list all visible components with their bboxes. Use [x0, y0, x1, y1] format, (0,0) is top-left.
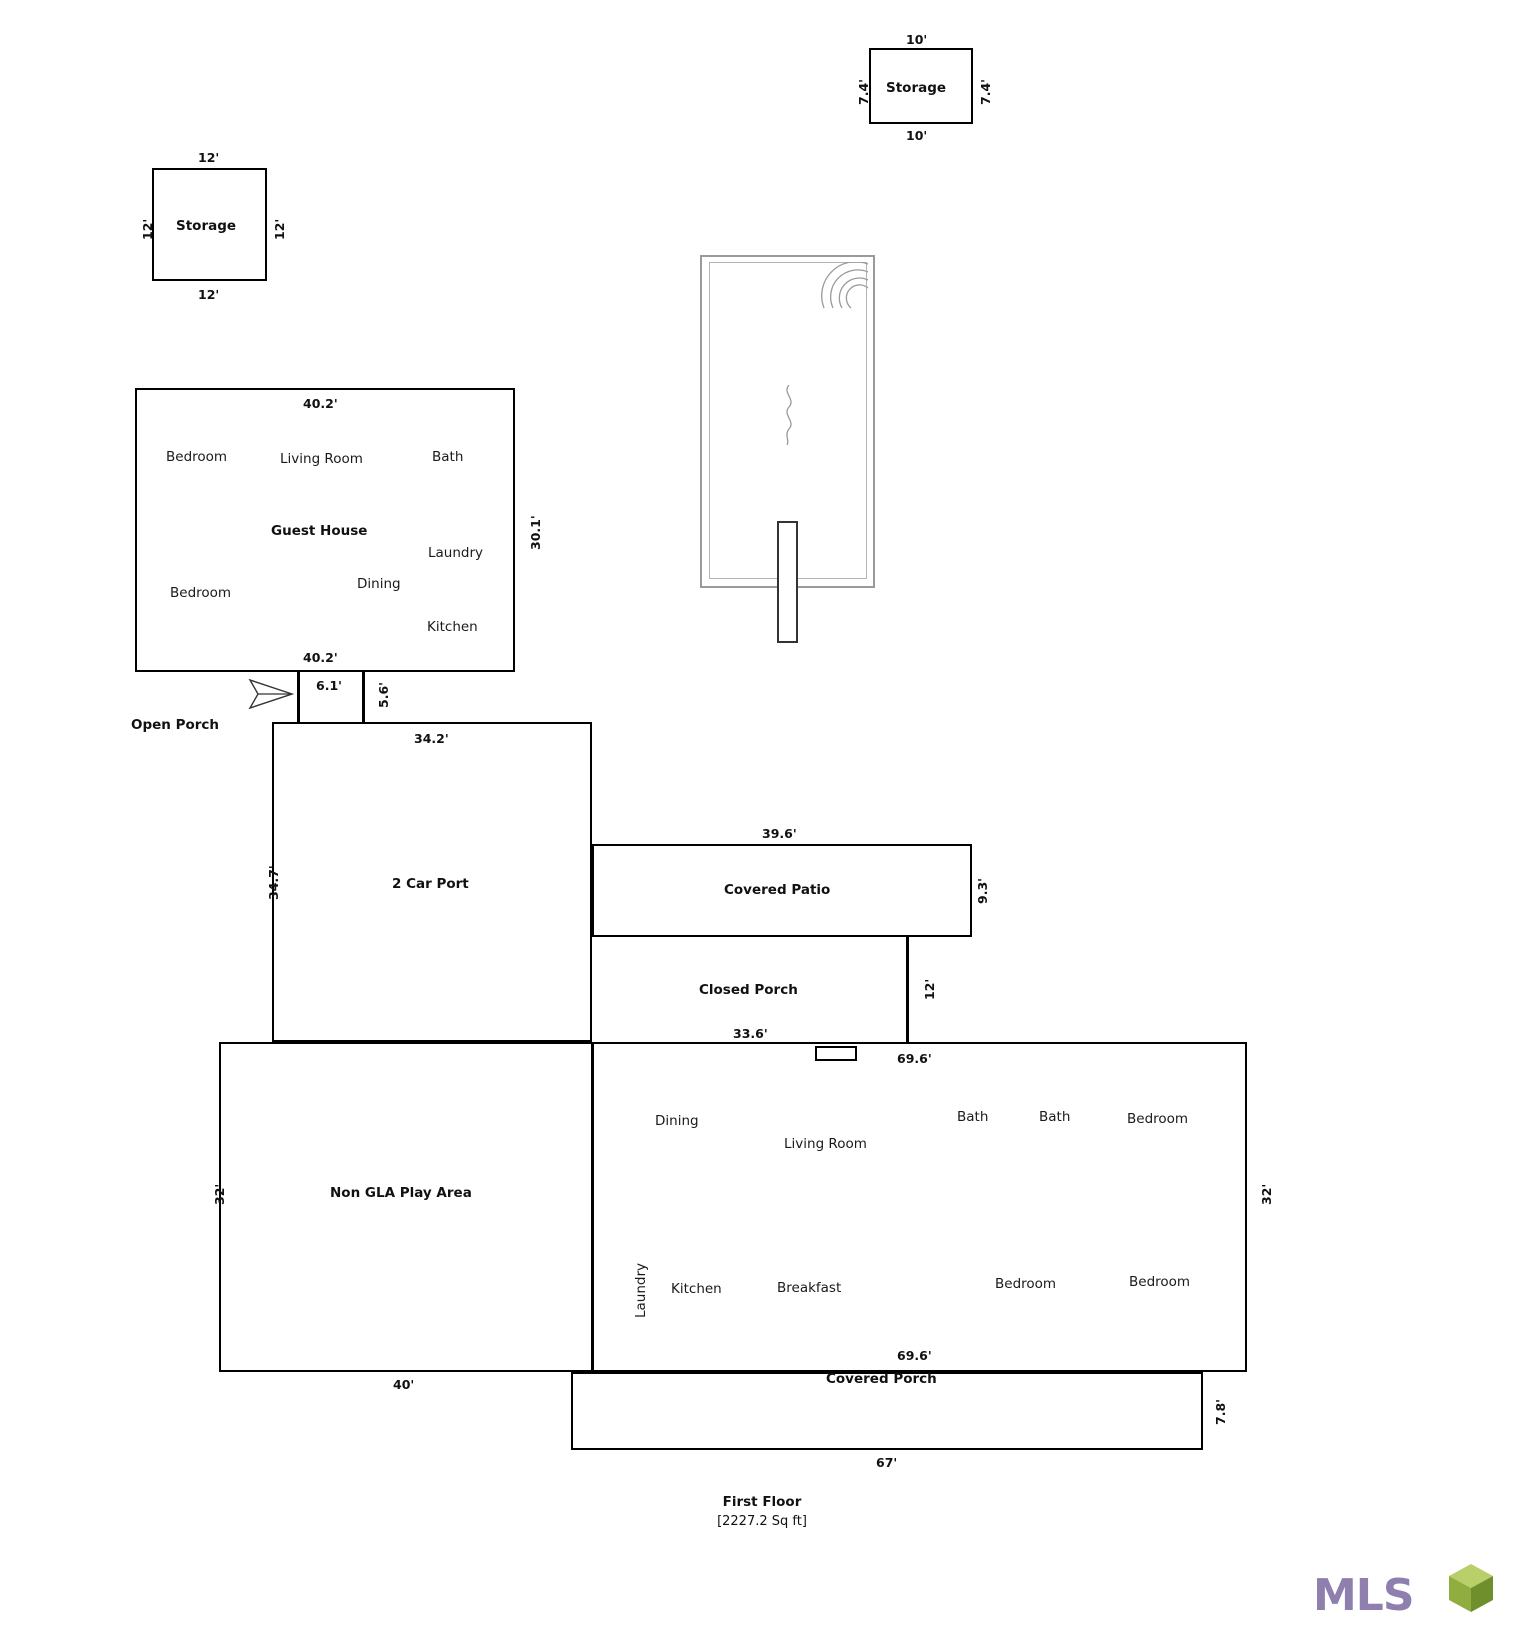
room-main-laundry: Laundry	[633, 1262, 649, 1318]
room-main-bedroom-1: Bedroom	[1127, 1111, 1189, 1127]
room-main-bath-1: Bath	[957, 1109, 989, 1125]
play-area-dim-bottom: 40'	[393, 1377, 415, 1392]
main-house-dim-bottom: 69.6'	[897, 1348, 932, 1363]
play-area-outline	[219, 1042, 593, 1372]
room-guest-bedroom-2: Bedroom	[170, 585, 232, 601]
guest-house-dim-top: 40.2'	[303, 396, 338, 411]
storage-left-dim-left: 12'	[140, 218, 155, 240]
closed-porch-wall-right	[906, 937, 909, 1045]
car-port-dim-top: 34.2'	[414, 731, 449, 746]
pool-steps-icon	[806, 262, 876, 320]
room-guest-bedroom-1: Bedroom	[166, 449, 228, 465]
footer-block	[717, 1494, 807, 1529]
covered-porch-label: Covered Porch	[826, 1371, 937, 1387]
storage-left-dim-bottom: 12'	[198, 287, 220, 302]
open-porch-dim-width: 6.1'	[316, 678, 342, 693]
room-guest-laundry: Laundry	[428, 545, 484, 561]
room-main-living-room: Living Room	[784, 1136, 867, 1152]
storage-top-dim-left: 7.4'	[856, 79, 871, 105]
room-guest-bath: Bath	[432, 449, 464, 465]
mls-logo-text: MLS	[1313, 1570, 1414, 1621]
mls-cube-icon	[1445, 1562, 1497, 1614]
storage-left-label: Storage	[176, 218, 237, 234]
room-guest-living-room: Living Room	[280, 451, 363, 467]
room-main-bath-2: Bath	[1039, 1109, 1071, 1125]
room-guest-dining: Dining	[357, 576, 401, 592]
closed-porch-dim-bottom: 33.6'	[733, 1026, 768, 1041]
main-house-outline	[592, 1042, 1247, 1372]
storage-top-label: Storage	[886, 80, 947, 96]
car-port-dim-left: 34.7'	[266, 865, 281, 900]
mls-logo	[1313, 1556, 1503, 1620]
main-house-dim-right: 32'	[1259, 1183, 1274, 1205]
room-main-bedroom-3: Bedroom	[1129, 1274, 1191, 1290]
room-main-dining: Dining	[655, 1113, 699, 1129]
storage-top-dim-bottom: 10'	[906, 128, 928, 143]
storage-left-dim-right: 12'	[272, 218, 287, 240]
pool-ladder-icon	[777, 521, 798, 643]
covered-patio-dim-right: 9.3'	[975, 878, 990, 904]
main-house-dim-top: 69.6'	[897, 1051, 932, 1066]
north-arrow-icon	[240, 676, 294, 712]
room-main-breakfast: Breakfast	[777, 1280, 842, 1296]
storage-top-dim-right: 7.4'	[978, 79, 993, 105]
storage-top-dim-top: 10'	[906, 32, 928, 47]
closed-porch-label: Closed Porch	[699, 982, 798, 998]
room-main-bedroom-2: Bedroom	[995, 1276, 1057, 1292]
open-porch-dim-height: 5.6'	[376, 682, 391, 708]
room-guest-kitchen: Kitchen	[427, 619, 478, 635]
open-porch-wall-right	[362, 672, 365, 724]
play-area-label: Non GLA Play Area	[330, 1185, 472, 1201]
covered-patio-dim-top: 39.6'	[762, 826, 797, 841]
footer-title: First Floor	[722, 1494, 802, 1510]
pool-squiggle-icon	[778, 385, 800, 445]
main-house-entry-door	[815, 1046, 857, 1061]
open-porch-wall-left	[297, 672, 300, 724]
footer-area: [2227.2 Sq ft]	[717, 1514, 807, 1529]
closed-porch-dim-right: 12'	[922, 978, 937, 1000]
car-port-label: 2 Car Port	[392, 876, 469, 892]
guest-house-label: Guest House	[271, 523, 368, 539]
guest-house-dim-right: 30.1'	[528, 515, 543, 550]
guest-house-dim-bottom: 40.2'	[303, 650, 338, 665]
open-porch-label: Open Porch	[131, 717, 220, 733]
room-main-kitchen: Kitchen	[671, 1281, 722, 1297]
covered-patio-label: Covered Patio	[724, 882, 831, 898]
covered-porch-dim-bottom: 67'	[876, 1455, 898, 1470]
storage-left-dim-top: 12'	[198, 150, 220, 165]
play-area-dim-left: 32'	[212, 1183, 227, 1205]
covered-porch-dim-right: 7.8'	[1213, 1399, 1228, 1425]
